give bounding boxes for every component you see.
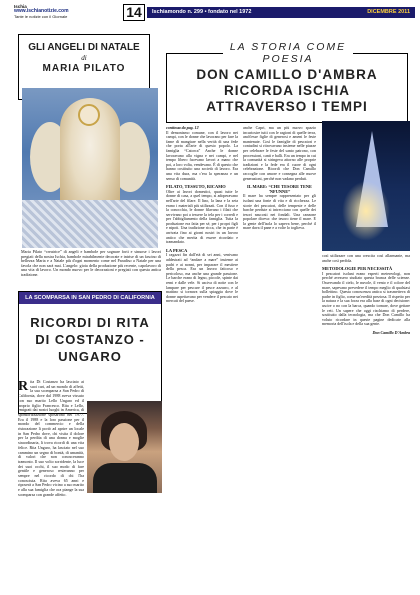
right-headline-line2: RICORDA ISCHIA — [223, 83, 350, 98]
mid-sub2-body: I ragazzi fin dall'età di sei anni, venivano addestrati ad “andare a mare” insieme ai padri e ai nonni, per imparare il mestiere della pesca. Era un lavoro faticoso e pericoloso, ma anche una grande passione. Le barche erano di legno, piccole, spinte dai remi e dalle vele. Si usciva di notte con le lampare per pescare il pesce azzurro, e al mattino si tornava sulla spiaggia dove le donne aspettavano per vendere il pescato nei mercati del paese. — [166, 252, 238, 304]
portrait-face — [109, 423, 139, 461]
right-col3-intro: così utilizzare con una crescita così allarmante, ma anche così perfida. — [322, 254, 410, 263]
angel-head — [78, 104, 100, 126]
continua-label: continua da pag. 12 — [166, 126, 199, 130]
right-col3-sub: METODOLOGIE PER NECESSITÀ — [322, 266, 393, 272]
issue-text: Ischiamondo n. 299 • fondato nel 1972 — [152, 9, 252, 15]
tree-glow — [342, 181, 390, 241]
mid-sub1: FILATO, TESSUTO, RICAMO — [166, 184, 226, 190]
logo-line1: Ischia — [14, 4, 27, 9]
page-header — [14, 4, 414, 22]
right-column-3 — [322, 254, 410, 590]
story1-caption: Maria Pilato “creatrice” di angeli e bambole per sognare forti e sinuose i lavori pregiati della nostra Ischia, bambole mirabilmente decorate e intrise di un fascino di bellezza Maria e a Natale più d'ogni momento come nel Paradiso a Natale per una favola che non sarà mai. L'angelo: gioia della produzione più recente, capolavoro di una vita di lavoro. Un mondo nuovo per le decorazioni e pregiati con questa antica tradizione. — [21, 249, 161, 277]
story1-title-line2: di — [81, 54, 87, 62]
story2-body-col1 — [18, 380, 84, 500]
right-headline-line3: ATTRAVERSO I TEMPI — [206, 99, 368, 114]
right-story-kicker: LA STORIA COME POESIA — [223, 41, 353, 65]
mid-sub2: LA PESCA — [166, 247, 188, 253]
logo-line3: Tante le notizie con il Giornale — [14, 14, 68, 19]
story1-title-line1: GLI ANGELI DI NATALE — [28, 42, 140, 53]
right-col2-sub-body: Il mare ha sempre rappresentato per gli isolani una fonte di vita e di ricchezza. Le storie dei pescatori, delle tempeste e delle barche perdute si intrecciano con quelle dei tesori nascosti nei fondali. Una canzone popolare diceva: che tesoro tiene il mare. E la gente dell'isola lo sapeva bene, perché il mare dava il pane e a volte lo toglieva. — [243, 193, 316, 231]
logo-line2: www.ischianotizie.com — [14, 8, 69, 14]
mid-sub1-body: Oltre ai lavori domestici, quasi tutte le donne di casa, a quel tempo, si adoperavano nell'arte del filare. Il lino, la lana e la seta erano i materiali più utilizzati. Con il fuso e la conocchia, le donne filavano i filati che servivano poi a tessere la tela per i corredi e per l'abbigliamento della famiglia. Tutta la produzione era fatta per sé, per i propri figli e nipoti. Una tradizione ricca, che in parte è arrivata fino ai giorni nostri in un lavoro antico che merita di essere ricordato e tramandato. — [166, 188, 238, 245]
middle-column — [166, 126, 238, 594]
rita-portrait — [87, 401, 162, 493]
right-headline-line1: DON CAMILLO D'AMBRA — [196, 67, 378, 82]
mid-body: Il demonismo comune, con il lavoro nei campi, con le donne che lavorano per fare la fame di mangiare nella verità di una fede che porta all'arte di questo popolo. La famiglia “Catorca” Anche le donne lavoravano alla vigna e nei campi, e nel tempo libero facevano lavori a mano che poi, a loro volta, vendevano. È di questo che hanno costituito una società di lavoro. Era una vita dura, ma c'era la speranza e un senso di comunità. — [166, 129, 238, 181]
right-col2-body: anche Capri, ma un più nuovo spazio incuriosire tutti con le ragioni di quelle terra, anch'esse figlie di generosi e ameni le feste mantenute. Così le famiglie di pescatori e contadini si ritrovavano insieme nelle piazze per celebrare le feste del santo patrono, con processioni, canti e balli. Era un tempo in cui la comunità si stringeva attorno alle proprie tradizioni e la fede era il cuore di ogni celebrazione. Ricordi che Don Camillo raccoglie con amore e consegna alle nuove generazioni, perché non vadano perduti. — [243, 126, 316, 181]
angel-photo — [22, 88, 158, 248]
right-col3-body: I pescatori isolani erano esperti metereologi, non perché avessero studiato questa branca delle scienze. Osservando il cielo, le nuvole, il vento e il colore del mare, sapevano prevedere il tempo meglio di qualsiasi bollettino. Questa conoscenza antica si trasmetteva di padre in figlio, come un'eredità preziosa. Il rispetto per la natura e la sua forza era alla base di ogni decisione: uscire o no con la barca, quando tornare, dove gettare le reti. Un sapere che oggi rischiamo di perdere, sostituito dalla tecnologia, ma che Don Camillo ha voluto ricordare in queste pagine dedicate alla memoria dell'isola e della sua gente. — [322, 270, 410, 327]
right-story-box — [166, 41, 408, 123]
story2-title-line2: DI COSTANZO - UNGARO — [35, 332, 145, 364]
portrait-body — [93, 463, 157, 493]
right-column-2 — [243, 126, 316, 594]
issue-date: DICEMBRE 2011 — [367, 9, 410, 15]
signature: Don Camillo D'Ambra — [372, 329, 410, 335]
christmas-tree-photo — [322, 121, 410, 251]
right-col2-sub: IL MARE: “CHE TESORE TENE 'NFUNNE” — [247, 184, 312, 194]
angel-base — [22, 200, 158, 248]
story2-title-line1: RICORDI DI RITA — [30, 315, 150, 330]
story2-kicker: LA SCOMPARSA IN SAN PEDRO DI CALIFORNIA — [19, 292, 161, 304]
issue-bar — [147, 7, 415, 18]
masthead-logo — [14, 4, 109, 21]
story2-dropcap: R — [18, 379, 29, 394]
story2-body-text: ita Di Costanzo ha lasciato ai suoi cari, ad un mondo di affetti, la sua scomparsa a San Pedro di California, dove dal 1988 aveva vissuto con suo marito Lello Ungaro ed il proprio figlio Francesco. Rita e Lello, emigrati dai nostri luoghi in America, di sponsorizzazione sposarono nel 1977. Era il 1988 e la loro passione per il mondo del commercio e della ristorazione li portò ad aprire un locale in San Pedro dove, chi visita il dolore per la perdita di una donna e moglie straordinaria, li trova ricordi di una vita felice. Rita Ungaro, ha lasciato nel suo cammino un segno di bontà, di umanità, di valori che non conosceranno tramonto. Il suo volto sorridente, la luce dei suoi occhi, il suo modo di fare gentile e generoso resteranno per sempre nel ricordo di chi l'ha conosciuta. Rita aveva 65 anni e riposerà a San Pedro vicino a suo marito e alla sua famiglia che ora piange la sua scomparsa con grande affetto. — [18, 379, 84, 497]
story1-title-line3: MARIA PILATO — [42, 63, 126, 74]
page-number: 14 — [123, 4, 145, 21]
